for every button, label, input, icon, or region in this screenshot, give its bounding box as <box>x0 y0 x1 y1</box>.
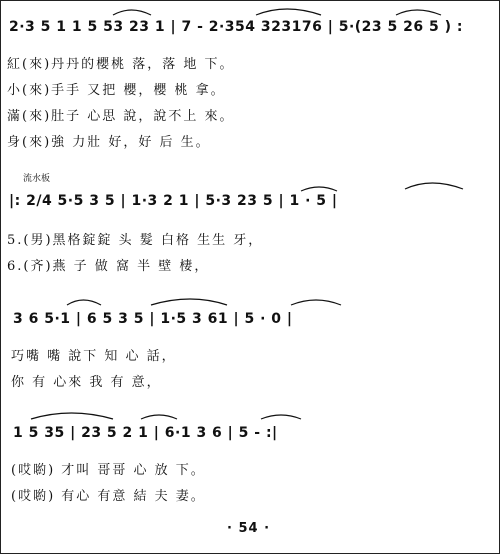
section1-lyric-3: 滿(來)肚子 心思 說，說不上 來。 <box>7 109 235 124</box>
section1-lyric-2: 小(來)手手 又把 櫻，櫻 桃 拿。 <box>7 83 226 98</box>
section4-notes: 1 5 35 | 23 5 2 1 | 6·1 3 6 | 5 - :| <box>13 425 278 441</box>
section1-notes: 2·3 5 1 1 5 53 23 1 | 7 - 2·354 323176 | 5·(23 5 26 5 ) : <box>9 19 463 35</box>
slur <box>141 415 177 419</box>
slur <box>396 10 441 15</box>
slur <box>31 413 113 419</box>
section3-lyric-1: 巧嘴 嘴 說下 知 心 話， <box>11 349 177 364</box>
page-number: · 54 · <box>227 521 271 536</box>
slur <box>405 183 463 189</box>
section4-lyric-2: (哎喲) 有心 有意 結 夫 妻。 <box>11 489 206 504</box>
slur <box>291 300 341 305</box>
tempo-label: 流水板 <box>23 174 51 184</box>
section2-lyric-6: 6.(齐)燕 子 做 窩 半 壁 棲， <box>7 259 210 274</box>
section1-lyric-4: 身(來)強 力壯 好，好 后 生。 <box>7 135 211 150</box>
slur <box>151 299 227 305</box>
section3-lyric-2: 你 有 心來 我 有 意， <box>11 375 162 390</box>
slur <box>301 187 337 191</box>
section4-lyric-1: (哎喲) 才叫 哥哥 心 放 下。 <box>11 463 206 478</box>
slur-arcs <box>1 1 499 553</box>
section3-notes: 3 6 5·1 | 6 5 3 5 | 1·5 3 61 | 5 · 0 | <box>13 311 293 327</box>
section2-lyric-5: 5.(男)黑格錠錠 头 髮 白格 生生 牙， <box>7 233 264 248</box>
slur <box>113 10 151 15</box>
slur <box>67 300 101 305</box>
slur <box>261 415 301 419</box>
slur <box>256 9 321 15</box>
section2-notes: |: 2/4 5·5 3 5 | 1·3 2 1 | 5·3 23 5 | 1 · 5 | <box>9 193 338 209</box>
section1-lyric-1: 紅(來)丹丹的櫻桃 落，落 地 下。 <box>7 57 235 72</box>
